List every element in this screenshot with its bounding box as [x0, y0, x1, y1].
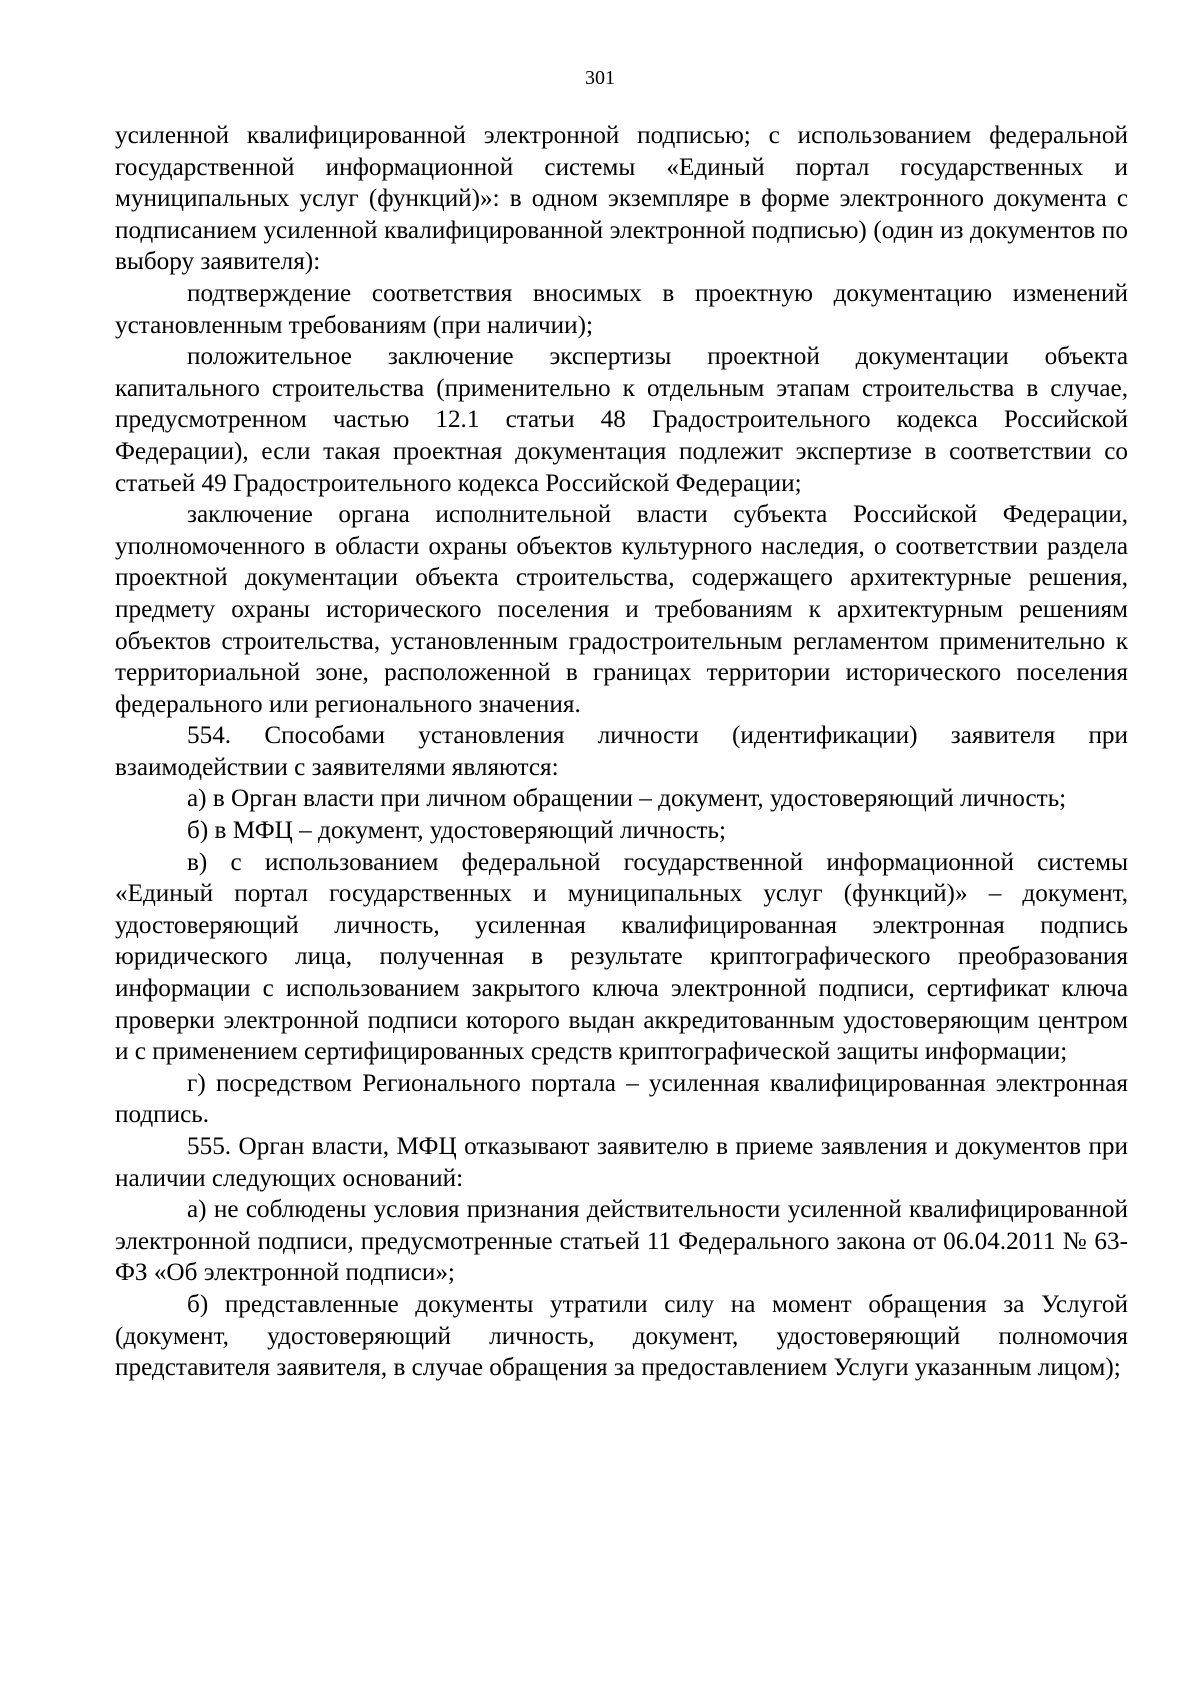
- paragraph-555-b: б) представленные документы утратили силу на момент обращения за Услугой (документ, удостоверяющий личность, документ, удостоверяющий полномочия представителя заявителя, в случае обращения за предоставлением Услуги указанным лицом);: [115, 1290, 1128, 1382]
- paragraph-554-a: а) в Орган власти при личном обращении – документ, удостоверяющий личность;: [187, 785, 1067, 813]
- paragraph-554-b: б) в МФЦ – документ, удостоверяющий личность;: [187, 817, 727, 845]
- paragraph-design-changes-confirmation: подтверждение соответствия вносимых в проектную документацию изменений установленным требованиям (при наличии);: [115, 279, 1128, 339]
- paragraph-554: 554. Способами установления личности (идентификации) заявителя при взаимодействии с заявителями являются:: [115, 722, 1128, 781]
- paragraph-554-g: г) посредством Регионального портала – усиленная квалифицированная электронная подпись.: [115, 1069, 1128, 1129]
- paragraph-continuation: усиленной квалифицированной электронной подписью; с использованием федеральной государственной информационной системы «Единый портал государственных и муниципальных услуг (функций)»: в одном экземпляре в форме электронного документа с подписанием усиленной квалифицированной электронной подписью) (один из документов по выбору заявителя):: [115, 122, 1128, 276]
- paragraph-555: 555. Орган власти, МФЦ отказывают заявителю в приеме заявления и документов при наличии следующих оснований:: [115, 1133, 1128, 1192]
- paragraph-555-a: а) не соблюдены условия признания действительности усиленной квалифицированной электронной подписи, предусмотренные статьей 11 Федерального закона от 06.04.2011 № 63-ФЗ «Об электронной подписи»;: [115, 1196, 1128, 1287]
- document-body: [115, 120, 1128, 1384]
- paragraph-554-v: в) с использованием федеральной государственной информационной системы «Единый портал государственных и муниципальных услуг (функций)» – документ, удостоверяющий личность, усиленная квалифицированная электронная подпись юридического лица, полученная в результате криптографического преобразования информации с использованием закрытого ключа электронной подписи, сертификат ключа проверки электронной подписи которого выдан аккредитованным удостоверяющим центром и с применением сертифицированных средств криптографической защиты информации;: [115, 848, 1128, 1066]
- paragraph-expertise-conclusion: положительное заключение экспертизы проектной документации объекта капитального строительства (применительно к отдельным этапам строительства в случае, предусмотренном частью 12.1 статьи 48 Градостроительного кодекса Российской Федерации), если такая проектная документация подлежит экспертизе в соответствии со статьей 49 Градостроительного кодекса Российской Федерации;: [115, 343, 1128, 497]
- page-number: 301: [585, 67, 615, 89]
- paragraph-cultural-heritage-conclusion: заключение органа исполнительной власти субъекта Российской Федерации, уполномоченного в области охраны объектов культурного наследия, о соответствии раздела проектной документации объекта строительства, содержащего архитектурные решения, предмету охраны исторического поселения и требованиям к архитектурным решениям объектов строительства, установленным градостроительным регламентом применительно к территориальной зоне, расположенной в границах территории исторического поселения федерального или регионального значения.: [115, 501, 1128, 718]
